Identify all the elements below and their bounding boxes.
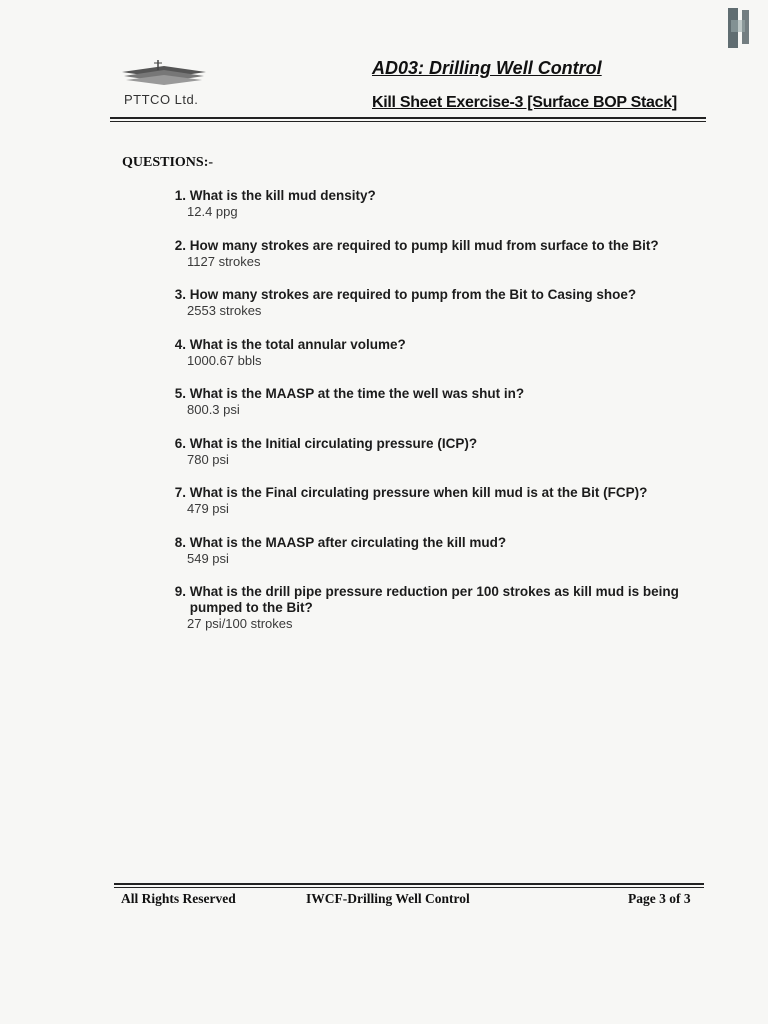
footer-divider-thin <box>114 887 704 888</box>
question-item <box>162 436 722 468</box>
exercise-title: Kill Sheet Exercise-3 [Surface BOP Stack] <box>372 94 677 111</box>
answer-text: 800.3 psi <box>187 402 240 417</box>
question-number: 6. <box>174 436 186 451</box>
question-number: 1. <box>174 188 186 203</box>
question-item <box>162 287 722 319</box>
question-number: 2. <box>174 238 186 253</box>
questions-heading: QUESTIONS:- <box>122 155 214 170</box>
question-item <box>162 535 722 567</box>
question-item <box>162 238 722 270</box>
answer-text: 1000.67 bbls <box>187 353 262 368</box>
question-item <box>162 584 692 632</box>
question-text: What is the total annular volume? <box>189 337 406 352</box>
question-item <box>162 386 722 418</box>
question-text: What is the Initial circulating pressure (ICP)? <box>189 436 478 451</box>
pttco-logo-icon <box>118 58 210 92</box>
question-number: 3. <box>174 287 186 302</box>
staple-mark-icon <box>722 6 758 54</box>
answer-text: 27 psi/100 strokes <box>187 616 293 631</box>
question-text: What is the drill pipe pressure reduction per 100 strokes as kill mud is being pumped to the Bit? <box>189 584 679 615</box>
question-number: 9. <box>174 584 186 599</box>
header-divider-thin <box>110 121 706 122</box>
answer-text: 2553 strokes <box>187 303 262 318</box>
question-item <box>162 485 722 517</box>
question-number: 5. <box>174 386 186 401</box>
question-text: How many strokes are required to pump kill mud from surface to the Bit? <box>189 238 659 253</box>
question-number: 4. <box>174 337 186 352</box>
question-text: What is the MAASP at the time the well was shut in? <box>189 386 525 401</box>
header-divider <box>110 117 706 119</box>
question-text: What is the MAASP after circulating the kill mud? <box>189 535 507 550</box>
footer-divider <box>114 883 704 885</box>
question-number: 7. <box>174 485 186 500</box>
answer-text: 479 psi <box>187 501 229 516</box>
course-title: AD03: Drilling Well Control <box>372 58 602 78</box>
footer-course: IWCF-Drilling Well Control <box>306 891 470 906</box>
question-text: What is the kill mud density? <box>189 188 376 203</box>
answer-text: 1127 strokes <box>187 254 261 269</box>
question-text: How many strokes are required to pump from the Bit to Casing shoe? <box>189 287 637 302</box>
question-text: What is the Final circulating pressure when kill mud is at the Bit (FCP)? <box>189 485 648 500</box>
page-number: Page 3 of 3 <box>628 891 691 906</box>
question-number: 8. <box>174 535 186 550</box>
company-name: PTTCO Ltd. <box>124 92 199 107</box>
question-item <box>162 188 722 220</box>
answer-text: 780 psi <box>187 452 229 467</box>
footer-rights: All Rights Reserved <box>121 891 236 906</box>
answer-text: 12.4 ppg <box>187 204 238 219</box>
answer-text: 549 psi <box>187 551 229 566</box>
question-item <box>162 337 722 369</box>
